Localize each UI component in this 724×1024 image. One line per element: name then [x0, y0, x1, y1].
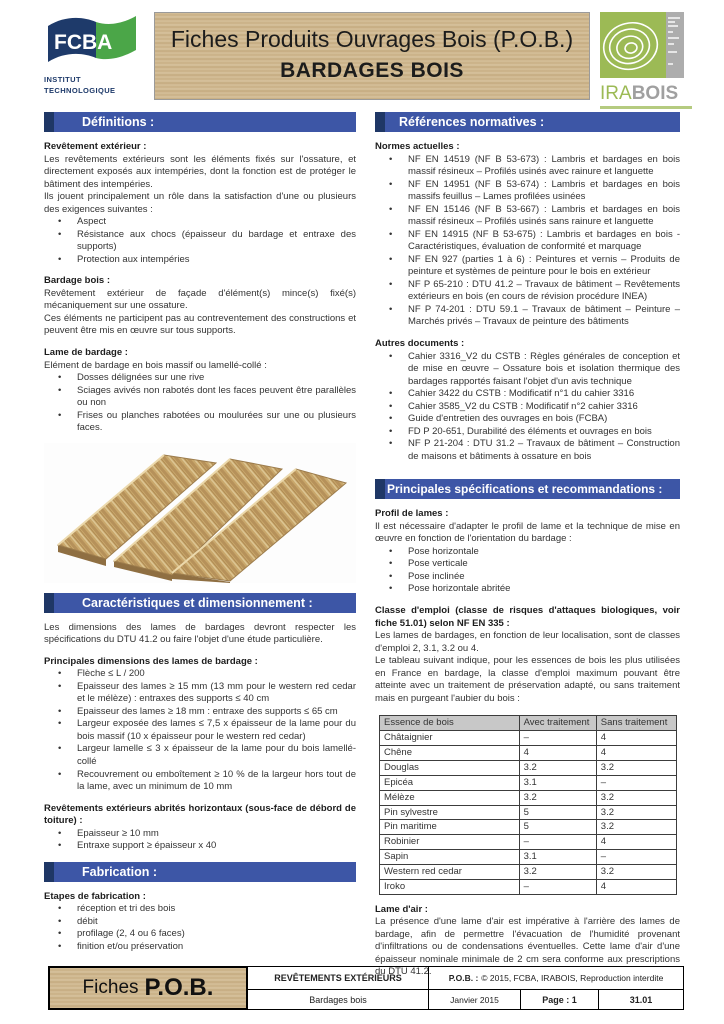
bullet-list [44, 216, 356, 266]
bullet-list [375, 154, 680, 329]
list-item: • Frises ou planches rabotées ou moulurées sur une ou plusieurs faces. [44, 410, 356, 435]
table-cell: 3.2 [519, 790, 596, 805]
table-cell: 4 [596, 731, 676, 746]
fcba-subtitle-line1: INSTITUT [44, 75, 81, 84]
table-row [380, 820, 677, 835]
list-item: • réception et tri des bois [44, 903, 356, 916]
table-cell: Western red cedar [380, 865, 520, 880]
table-cell: – [519, 731, 596, 746]
list-item: • NF P 21-204 : DTU 31.2 – Travaux de bâtiment – Construction de maisons et bâtiments à ossature en bois [375, 438, 680, 463]
table-cell: Châtaignier [380, 731, 520, 746]
column-header-essence: Essence de bois [380, 716, 520, 731]
footer-info-table [248, 966, 684, 1010]
footer-copyright-label: P.O.B. : [448, 973, 479, 983]
subsection-title: Revêtement extérieur : [44, 141, 147, 152]
table-cell: Iroko [380, 879, 520, 894]
irabois-logo [600, 10, 704, 109]
bullet-list [44, 668, 356, 793]
list-item: • NF EN 14519 (NF B 53-673) : Lambris et bardages en bois massif résineux – Profilés usinés avec rainure et languette [375, 154, 680, 179]
table-cell: Epicéa [380, 775, 520, 790]
paragraph: Il est nécessaire d'adapter le profil de lame et la technique de mise en œuvre en fonction de l'orientation du bardage : [375, 520, 680, 545]
table-cell: Robinier [380, 835, 520, 850]
table-cell: 3.2 [596, 820, 676, 835]
list-item: • Cahier 3585_V2 du CSTB : Modificatif n°2 cahier 3316 [375, 401, 680, 414]
irabois-tagline-bar [600, 106, 692, 109]
subsection-title: Lame de bardage : [44, 346, 128, 358]
list-item: • Protection aux intempéries [44, 254, 356, 267]
table-cell: 3.2 [596, 805, 676, 820]
footer-subject: Bardages bois [248, 989, 428, 1010]
list-item: • Pose horizontale abritée [375, 583, 680, 596]
section-header-specifications: Principales spécifications et recommandations : [375, 479, 680, 499]
list-item: • Largeur lamelle ≤ 3 x épaisseur de la lame pour du bois lamellé-collé [44, 743, 356, 768]
footer-category: REVÊTEMENTS EXTÉRIEURS [274, 973, 402, 983]
list-item: • Guide d'entretien des ouvrages en bois (FCBA) [375, 413, 680, 426]
section-header-fabrication: Fabrication : [44, 862, 356, 882]
table-cell: Pin maritime [380, 820, 520, 835]
table-row [380, 790, 677, 805]
list-item: • Sciages avivés non rabotés dont les faces peuvent être parallèles ou non [44, 385, 356, 410]
list-item: • Pose verticale [375, 558, 680, 571]
wood-cladding-photo [44, 443, 356, 583]
footer-copyright-text: © 2015, FCBA, IRABOIS, Reproduction interdite [481, 973, 664, 983]
footer-copyright [428, 967, 683, 989]
table-body [380, 731, 677, 895]
content-columns [44, 112, 680, 979]
irabois-wordmark-ira: IRA [600, 83, 632, 104]
table-cell: 4 [596, 746, 676, 761]
list-item: • Entraxe support ≥ épaisseur x 40 [44, 840, 356, 853]
list-item: • Cahier 3316_V2 du CSTB : Règles générales de conception et de mise en œuvre – Ossature bois et isolation thermique des bardages rapportés faisant l'objet d'un avis technique [375, 351, 680, 389]
table-cell: 5 [519, 820, 596, 835]
bullet-list [375, 546, 680, 596]
table-cell: 4 [596, 879, 676, 894]
subsection-title: Lame d'air : [375, 903, 428, 915]
footer-brand-main: P.O.B. [144, 974, 214, 1001]
list-item: • NF P 65-210 : DTU 41.2 – Travaux de bâtiment – Revêtements extérieurs en bois (en cours de révision procédure INEA) [375, 279, 680, 304]
page-header [44, 10, 704, 102]
irabois-rings-icon [600, 12, 692, 78]
list-item: • NF P 74-201 : DTU 59.1 – Travaux de bâtiment – Peinture – Marchés privés – Travaux de peinture des bâtiments [375, 304, 680, 329]
bullet-list [375, 351, 680, 464]
table-cell: Douglas [380, 760, 520, 775]
document-title: BARDAGES BOIS [280, 59, 464, 82]
table-row [380, 835, 677, 850]
table-cell: – [596, 775, 676, 790]
left-column [44, 112, 356, 979]
table-cell: Sapin [380, 850, 520, 865]
list-item: • débit [44, 916, 356, 929]
footer-sheet-number: 31.01 [598, 989, 683, 1010]
table-cell: – [519, 879, 596, 894]
list-item: • Pose horizontale [375, 546, 680, 559]
table-row [380, 879, 677, 894]
bullet-list [44, 828, 356, 853]
table-cell: 4 [596, 835, 676, 850]
list-item: • Pose inclinée [375, 571, 680, 584]
list-item: • Largeur exposée des lames ≤ 7,5 x épaisseur de la lame pour du bois massif (10 x épaisseur pour le western red cedar) [44, 718, 356, 743]
table-cell: – [519, 835, 596, 850]
table-cell: – [596, 850, 676, 865]
page-footer [48, 966, 684, 1010]
table-row [380, 775, 677, 790]
table-cell: 3.2 [519, 760, 596, 775]
subsection-title: Principales dimensions des lames de bardage : [44, 655, 258, 667]
list-item: • NF EN 14951 (NF B 53-674) : Lambris et bardages en bois massifs feuillus – Lames profilées usinées [375, 179, 680, 204]
list-item: • Résistance aux chocs (épaisseur du bardage et entraxe des supports) [44, 229, 356, 254]
table-cell: 3.2 [519, 865, 596, 880]
table-cell: Pin sylvestre [380, 805, 520, 820]
list-item: • Flèche ≤ L / 200 [44, 668, 356, 681]
column-header-sans: Sans traitement [596, 716, 676, 731]
table-cell: 5 [519, 805, 596, 820]
list-item: • Epaisseur des lames ≥ 18 mm : entraxe des supports ≤ 65 cm [44, 706, 356, 719]
paragraph: Le tableau suivant indique, pour les essences de bois les plus utilisées en France en bardage, la classe d'emploi maximum pouvant être atteinte avec un traitement de préservation adapté, ou sans traitement mais en purgeant l'aubier du bois : [375, 655, 680, 704]
list-item: • finition et/ou préservation [44, 941, 356, 954]
right-column [375, 112, 680, 979]
fcba-subtitle [44, 74, 152, 97]
irabois-wordmark [600, 84, 704, 105]
fcba-logo [44, 10, 152, 97]
footer-date: Janvier 2015 [428, 989, 520, 1010]
fcba-subtitle-line2: TECHNOLOGIQUE [44, 86, 116, 96]
table-header-row [380, 716, 677, 731]
paragraph: Les revêtements extérieurs sont les éléments fixés sur l'ossature, et directement exposés aux intempéries, dont la fonction est de protéger le bâtiment des intempéries. [44, 153, 356, 190]
section-header-references: Références normatives : [375, 112, 680, 132]
section-header-definitions: Définitions : [44, 112, 356, 132]
list-item: • Cahier 3422 du CSTB : Modificatif n°1 du cahier 3316 [375, 388, 680, 401]
table-cell: Chêne [380, 746, 520, 761]
title-banner [154, 12, 590, 100]
table-row [380, 731, 677, 746]
list-item: • Epaisseur des lames ≥ 15 mm (13 mm pour le western red cedar et le mélèze) : entraxes des supports ≤ 40 cm [44, 681, 356, 706]
bullet-list [44, 903, 356, 953]
fcba-flag-icon [44, 14, 140, 66]
table-cell: 3.1 [519, 775, 596, 790]
subsection-title: Classe d'emploi (classe de risques d'attaques biologiques, voir fiche 51.01) selon NF EN 335 : [375, 605, 680, 629]
table-cell: 3.1 [519, 850, 596, 865]
subsection-title: Autres documents : [375, 337, 465, 349]
paragraph: Ils jouent principalement un rôle dans la satisfaction d'une ou plusieurs des exigences suivantes : [44, 191, 356, 215]
paragraph: La présence d'une lame d'air est impérative à l'arrière des lames de bardage, afin de permettre l'évacuation de l'humidité provenant d'infiltrations ou de condensations éventuelles. Cette lame d'air d'une épaisseur nominale minimale de 2 cm sera conforme aux prescriptions du DTU 41.2. [375, 916, 680, 978]
table-cell: 3.2 [596, 760, 676, 775]
list-item: • Aspect [44, 216, 356, 229]
list-item: • NF EN 15146 (NF B 53-667) : Lambris et bardages en bois massif résineux – Profilés usinés sans rainure et languette [375, 204, 680, 229]
footer-brand-prefix: Fiches [82, 977, 139, 998]
table-cell: 3.2 [596, 790, 676, 805]
table-row [380, 746, 677, 761]
list-item: • NF EN 14915 (NF B 53-675) : Lambris et bardages en bois - Caractéristiques, évaluation de conformité et marquage [375, 229, 680, 254]
irabois-wordmark-bois: BOIS [631, 83, 679, 104]
footer-page-number: Page : 1 [520, 989, 598, 1010]
subsection-title: Revêtements extérieurs abrités horizontaux (sous-face de débord de toiture) : [44, 802, 356, 827]
list-item: • FD P 20-651, Durabilité des éléments et ouvrages en bois [375, 426, 680, 439]
paragraph: Revêtement extérieur de façade d'élément(s) mince(s) fixé(s) mécaniquement sur une ossature. [44, 287, 356, 312]
table-row [380, 760, 677, 775]
subsection-title: Etapes de fabrication : [44, 890, 146, 902]
table-cell: 3.2 [596, 865, 676, 880]
paragraph: Les dimensions des lames de bardages devront respecter les spécifications du DTU 41.2 ou faire l'objet d'une étude particulière. [44, 621, 356, 646]
table-row [380, 850, 677, 865]
table-row [380, 865, 677, 880]
subsection-title: Bardage bois : [44, 275, 110, 287]
document-series-title: Fiches Produits Ouvrages Bois (P.O.B.) [170, 26, 574, 52]
list-item: • Dosses délignées sur une rive [44, 372, 356, 385]
table-row [380, 805, 677, 820]
column-header-avec: Avec traitement [519, 716, 596, 731]
bullet-list [44, 372, 356, 435]
list-item: • Recouvrement ou emboîtement ≥ 10 % de la largeur hors tout de la lame, avec un minimum de 10 mm [44, 769, 356, 794]
fcba-acronym-text: FCBA [54, 31, 113, 54]
paragraph: Elément de bardage en bois massif ou lamellé-collé : [44, 359, 267, 371]
wood-species-table [379, 715, 677, 895]
list-item: • profilage (2, 4 ou 6 faces) [44, 928, 356, 941]
subsection-title: Profil de lames : [375, 508, 449, 520]
subsection-title: Normes actuelles : [375, 141, 460, 152]
paragraph: Ces éléments ne participent pas au contreventement des constructions et peuvent être mis en œuvre sur tous supports. [44, 312, 356, 337]
table-cell: 4 [519, 746, 596, 761]
table-header [380, 716, 677, 731]
section-header-caracteristiques: Caractéristiques et dimensionnement : [44, 593, 356, 613]
table-cell: Mélèze [380, 790, 520, 805]
footer-brand-box [48, 966, 248, 1010]
list-item: • Epaisseur ≥ 10 mm [44, 828, 356, 841]
paragraph: Les lames de bardages, en fonction de leur localisation, sont de classes d'emploi 2, 3.1, 3.2 ou 4. [375, 630, 680, 654]
list-item: • NF EN 927 (parties 1 à 6) : Peintures et vernis – Produits de peinture et systèmes de peinture pour le bois en extérieur [375, 254, 680, 279]
